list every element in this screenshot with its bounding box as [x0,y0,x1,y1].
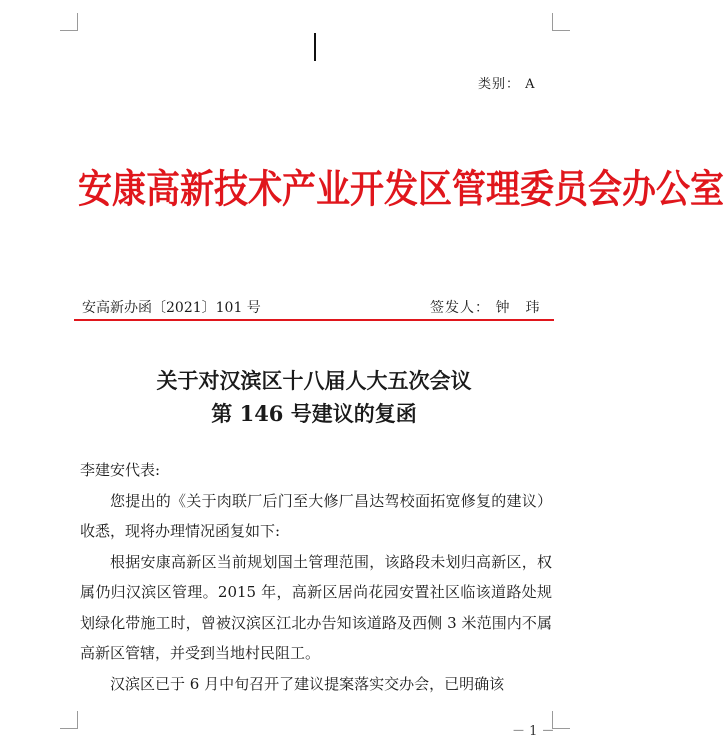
crop-mark [60,30,78,31]
salutation: 李建安代表: [80,461,161,479]
body-paragraph: 您提出的《关于肉联厂后门至大修厂昌达驾校面拓宽修复的建议）收悉，现将办理情况函复如下: [80,491,552,540]
crop-mark [77,13,78,31]
crop-mark [552,13,553,31]
crop-mark [60,728,78,729]
document-category: 类别： A [478,77,536,92]
body-paragraph: 根据安康高新区当前规划国土管理范围，该路段未划归高新区，权属仍归汉滨区管理。2015 年，高新区居尚花园安置社区临该道路处规划绿化带施工时，曾被汉滨区江北办告知该道路及西侧 3 米范围内不属高新区管辖，并受到当地村民阻工。 [80,552,552,662]
signer: 签发人： 钟 玮 [430,300,541,316]
crop-mark [552,30,570,31]
letter-body [80,455,552,699]
text-cursor [314,33,316,61]
red-separator-line [74,319,554,321]
subject-line-2: 第 146 号建议的复函 [211,401,417,426]
crop-mark [77,711,78,729]
page-number: － 1 － [512,724,555,739]
subject-line-1: 关于对汉滨区十八届人大五次会议 [156,368,472,393]
crop-mark [552,728,570,729]
document-number: 安高新办函〔2021〕101 号 [82,300,261,316]
organization-title: 安康高新技术产业开发区管理委员会办公室 [78,166,724,213]
body-paragraph: 汉滨区已于 6 月中旬召开了建议提案落实交办会，已明确该 [110,674,505,693]
